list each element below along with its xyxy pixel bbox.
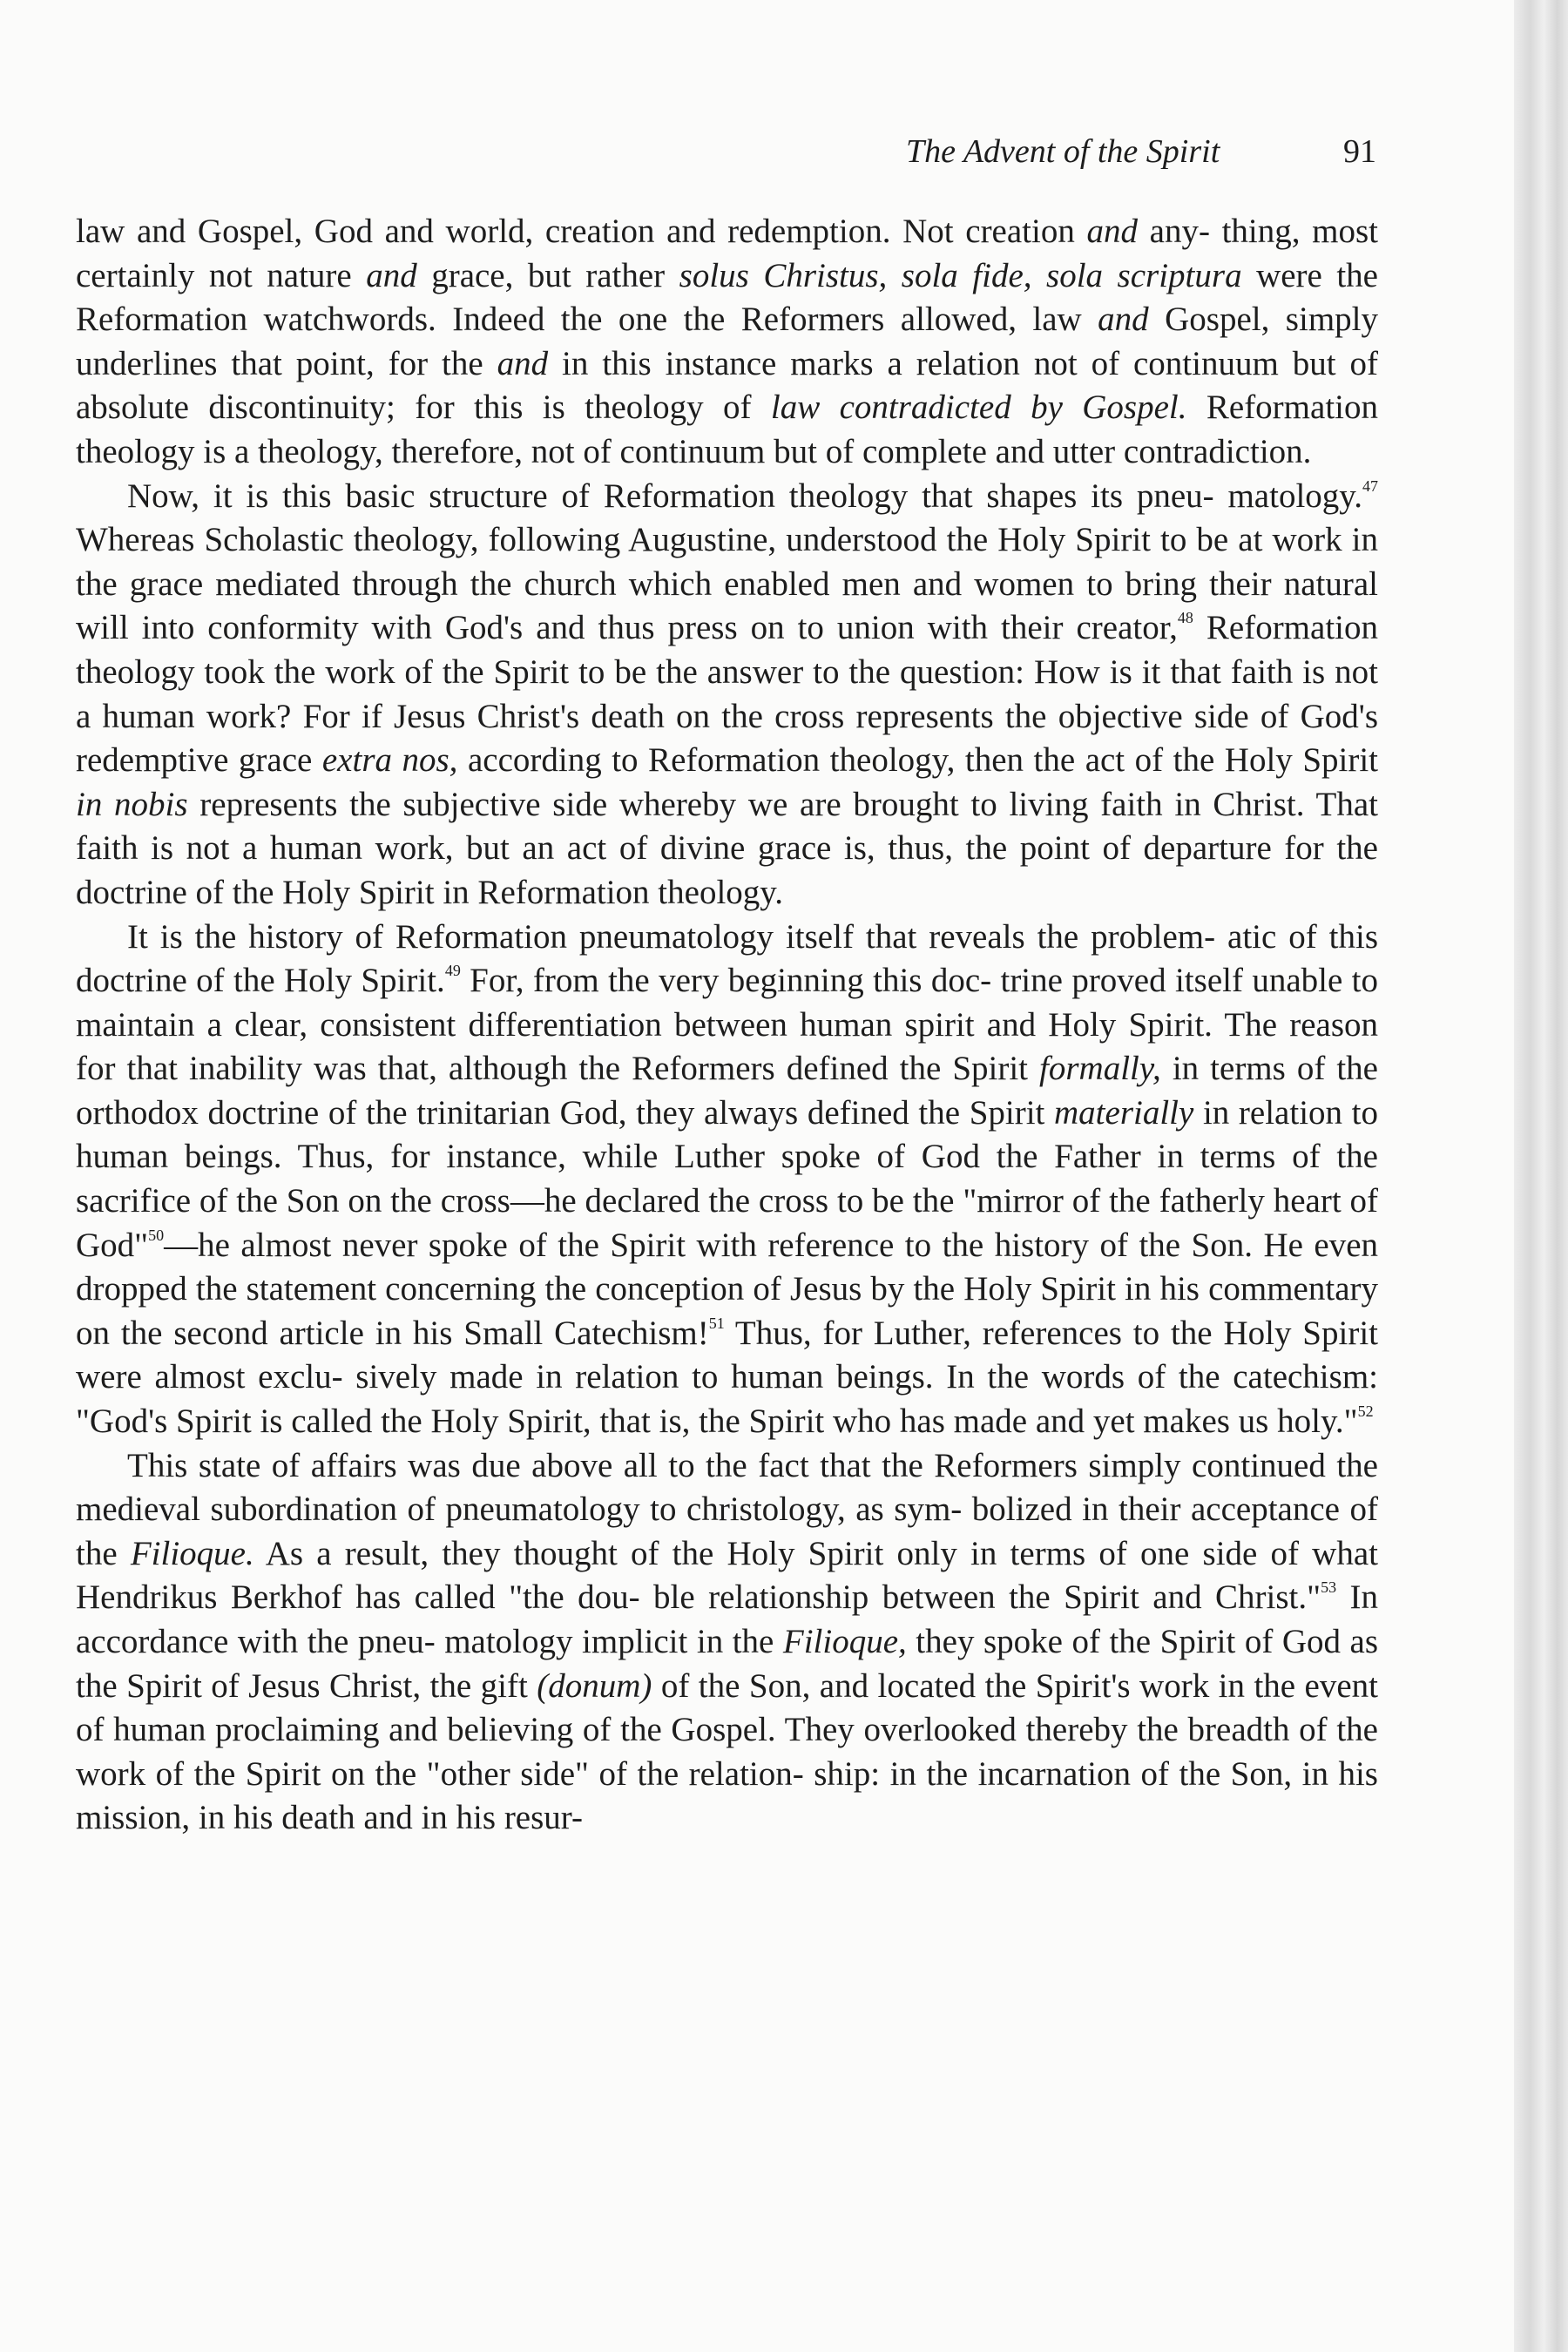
text-run: Thus, for Luther, references to the Holy Spirit were almost exclu- sively made in relation to human beings. In the words of the catechism: "God's Spirit is called the Holy Spirit, that is, the Spirit who has made and yet makes us holy." — [76, 1314, 1378, 1441]
book-gutter — [1514, 0, 1568, 2352]
italic-text: Filioque. — [130, 1534, 254, 1572]
text-run: Reformation theology took the work of the Spirit to be the answer to the question: How is it that faith is not a human work? For if Jesus Christ's death on the cross represents the objective side of God's redemptive grace — [76, 609, 1378, 780]
italic-text: law contradicted by Gospel. — [770, 389, 1187, 427]
text-run: any- thing, most certainly not nature — [76, 213, 1378, 294]
footnote-ref: 51 — [708, 1314, 725, 1332]
text-run: This state of affairs was due above all to the fact that the Reformers simply continued the medieval subordination of pneumatology to christology, as sym- bolized in their acceptance of the — [76, 1446, 1378, 1572]
italic-text: and — [497, 344, 549, 382]
paragraph — [76, 1444, 1378, 1841]
text-run: grace, but rather — [416, 256, 679, 294]
text-run: In accordance with the pneu- matology implicit in the — [76, 1578, 1378, 1660]
text-run: Gospel, simply underlines that point, for the — [76, 301, 1378, 382]
text-run: were the Reformation watchwords. Indeed the one the Reformers allowed, law — [76, 256, 1378, 339]
text-run: in terms of the orthodox doctrine of the trinitarian God, they always defined the Spirit — [76, 1050, 1378, 1132]
text-run: Reformation theology is a theology, therefore, not of continuum but of complete and utter contradiction. — [76, 389, 1378, 470]
footnote-ref: 49 — [444, 962, 461, 980]
text-run: of the Son, and located the Spirit's work in the event of human proclaiming and believing of the Gospel. They overlooked thereby the breadth of the work of the Spirit on the "other side" of the relation- ship: in the incarnation of the Son, in his mission, in his death and in his resur- — [76, 1666, 1378, 1837]
italic-text: (donum) — [537, 1666, 652, 1705]
text-run: law and Gospel, God and world, creation and redemption. Not creation — [76, 213, 1087, 250]
text-run: Now, it is this basic structure of Reformation theology that shapes its pneu- matology. — [127, 476, 1362, 515]
italic-text: Filioque, — [782, 1623, 907, 1660]
italic-text: and — [1086, 213, 1138, 250]
italic-text: and — [366, 256, 417, 294]
italic-text: in nobis — [76, 785, 188, 823]
text-run: in this instance marks a relation not of continuum but of absolute discontinuity; for this is theology of — [76, 344, 1378, 427]
page-number: 91 — [1343, 133, 1376, 170]
running-title: The Advent of the Spirit — [906, 133, 1220, 170]
italic-text: and — [1098, 301, 1149, 339]
italic-text: solus Christus, sola fide, sola scriptura — [679, 256, 1242, 294]
footnote-ref: 48 — [1177, 609, 1193, 627]
footnote-ref: 52 — [1357, 1402, 1374, 1421]
italic-text: formally, — [1039, 1050, 1161, 1088]
text-run: As a result, they thought of the Holy Spirit only in terms of one side of what Hendrikus Berkhof has called "the dou- ble relationship between the Spirit and Christ." — [76, 1534, 1378, 1617]
body-text — [76, 210, 1378, 1841]
italic-text: materially — [1054, 1093, 1194, 1132]
paragraph — [76, 210, 1378, 475]
text-run: —he almost never spoke of the Spirit with reference to the history of the Son. He even dropped the statement concerning the conception of Jesus by the Holy Spirit in his commentary on the second article in his Small Catechism! — [76, 1226, 1378, 1352]
text-run: according to Reformation theology, then the act of the Holy Spirit — [457, 741, 1378, 780]
text-run: For, from the very beginning this doc- trine proved itself unable to maintain a clear, consistent differentiation between human spirit and Holy Spirit. The reason for that inability was that, although the Reformers defined the Spirit — [76, 962, 1378, 1088]
text-run: Whereas Scholastic theology, following Augustine, understood the Holy Spirit to be at work in the grace mediated through the church which enabled men and women to bring their natural will into conformity with God's and thus press on to union with their creator, — [76, 521, 1378, 647]
footnote-ref: 53 — [1321, 1578, 1337, 1597]
paragraph — [76, 475, 1378, 916]
text-run: they spoke of the Spirit of God as the Spirit of Jesus Christ, the gift — [76, 1623, 1379, 1705]
running-header — [906, 124, 1376, 176]
paragraph — [76, 916, 1378, 1444]
italic-text: extra nos, — [321, 741, 458, 780]
text-run: in relation to human beings. Thus, for instance, while Luther spoke of God the Father in terms of the sacrifice of the Son on the cross—he declared the cross to be the "mirror of the fatherly heart of God" — [76, 1093, 1378, 1264]
footnote-ref: 47 — [1362, 476, 1378, 495]
footnote-ref: 50 — [148, 1226, 165, 1244]
text-run: represents the subjective side whereby we are brought to living faith in Christ. That faith is not a human work, but an act of divine grace is, thus, the point of departure for the doctrine of the Holy Spirit in Reformation theology. — [76, 785, 1378, 911]
text-run: It is the history of Reformation pneumatology itself that reveals the problem- atic of this doctrine of the Holy Spirit. — [76, 917, 1378, 1000]
